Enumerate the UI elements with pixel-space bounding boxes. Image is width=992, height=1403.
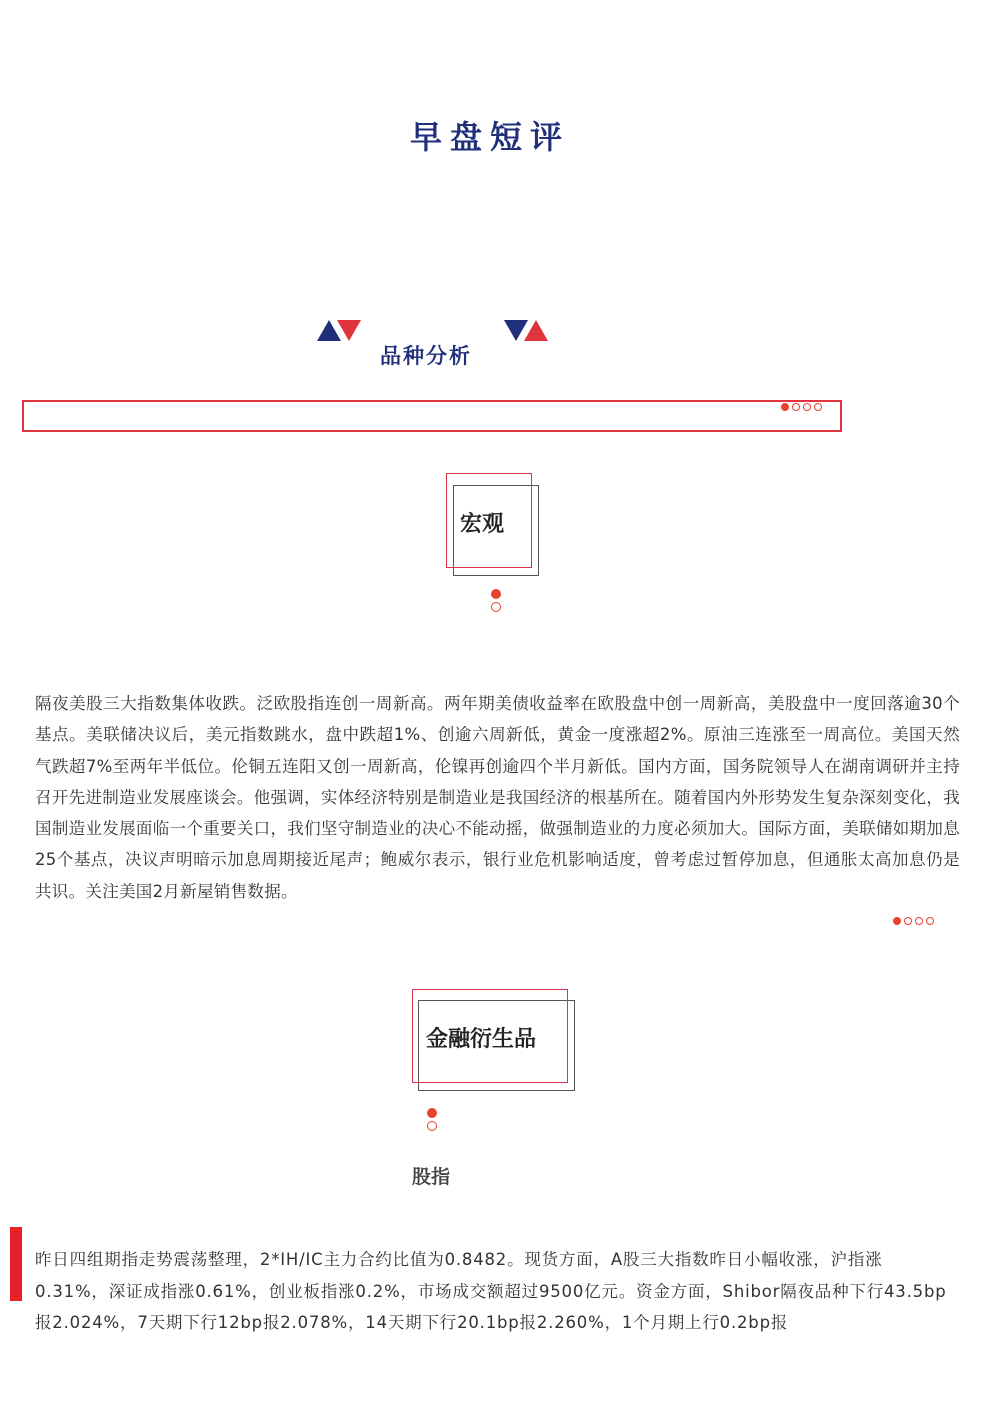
dot-icon bbox=[893, 917, 901, 925]
macro-paragraph: 隔夜美股三大指数集体收跌。泛欧股指连创一周新高。两年期美债收益率在欧股盘中创一周新高，美股盘中一度回落逾30个基点。美联储决议后，美元指数跳水，盘中跌超1%、创逾六周新低，黄金一度涨超2%。原油三连涨至一周高位。美国天然气跌超7%至两年半低位。伦铜五连阳又创一周新高，伦镍再创逾四个半月新低。国内方面，国务院领导人在湖南调研并主持召开先进制造业发展座谈会。他强调，实体经济特别是制造业是我国经济的根基所在。随着国内外形势发生复杂深刻变化，我国制造业发展面临一个重要关口，我们坚守制造业的决心不能动摇，做强制造业的力度必须加大。国际方面，美联储如期加息25个基点，决议声明暗示加息周期接近尾声；鲍威尔表示，银行业危机影响适度，曾考虑过暂停加息，但通胀太高加息仍是共识。关注美国2月新屋销售数据。 bbox=[35, 694, 960, 901]
dot-icon bbox=[904, 917, 912, 925]
paragraph-end-dots bbox=[893, 917, 934, 925]
finance-vertical-dots bbox=[427, 1108, 437, 1131]
macro-heading-box bbox=[446, 473, 540, 577]
left-triangle-decoration bbox=[317, 320, 363, 342]
finance-heading-box bbox=[412, 989, 576, 1092]
dot-icon bbox=[427, 1121, 437, 1131]
dot-icon bbox=[926, 917, 934, 925]
dot-icon bbox=[781, 403, 789, 411]
paragraph-accent-bar bbox=[10, 1227, 22, 1301]
macro-label: 宏观 bbox=[460, 512, 505, 537]
section-banner bbox=[22, 400, 842, 432]
right-triangle-decoration bbox=[504, 320, 550, 342]
dot-icon bbox=[814, 403, 822, 411]
banner-dots-decoration bbox=[781, 403, 822, 411]
dot-icon bbox=[491, 589, 501, 599]
dot-icon bbox=[803, 403, 811, 411]
dot-icon bbox=[427, 1108, 437, 1118]
dot-icon bbox=[915, 917, 923, 925]
stock-index-paragraph: 昨日四组期指走势震荡整理，2*IH/IC主力合约比值为0.8482。现货方面，A股三大指数昨日小幅收涨，沪指涨0.31%，深证成指涨0.61%，创业板指涨0.2%，市场成交额超过9500亿元。资金方面，Shibor隔夜品种下行43.5bp报2.024%，7天期下行12bp报2.078%，14天期下行20.1bp报2.260%，1个月期上行0.2bp报 bbox=[35, 1250, 947, 1332]
dot-icon bbox=[491, 602, 501, 612]
document-title: 早盘短评 bbox=[409, 118, 570, 156]
macro-vertical-dots bbox=[491, 589, 501, 612]
stock-index-subheading: 股指 bbox=[412, 1166, 451, 1188]
finance-label: 金融衍生品 bbox=[426, 1027, 537, 1052]
dot-icon bbox=[792, 403, 800, 411]
section-heading: 品种分析 bbox=[380, 344, 472, 368]
